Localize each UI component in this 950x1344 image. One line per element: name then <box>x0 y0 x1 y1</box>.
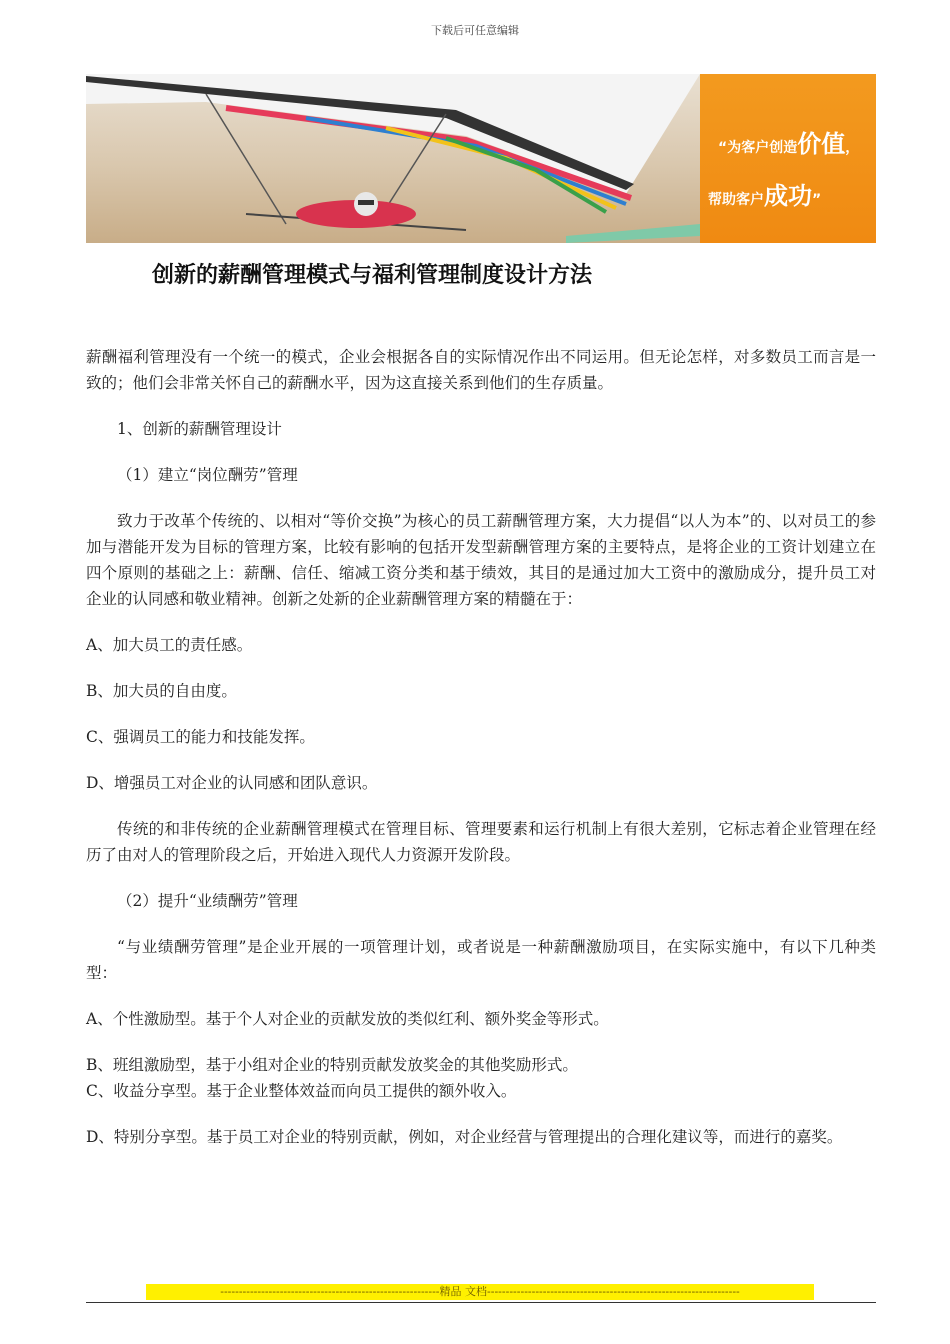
list-item-b2: B、班组激励型，基于小组对企业的特别贡献发放奖金的其他奖励形式。 <box>86 1056 578 1074</box>
subsection-heading-1: （1）建立“岗位酬劳”管理 <box>117 466 298 484</box>
slogan-line-1 <box>718 124 859 159</box>
slogan-line-2 <box>708 176 821 211</box>
list-item-a2: A、个性激励型。基于个人对企业的贡献发放的类似红利、额外奖金等形式。 <box>86 1010 609 1028</box>
list-item-c1: C、强调员工的能力和技能发挥。 <box>86 728 315 746</box>
list-item-c2: C、收益分享型。基于企业整体效益而向员工提供的额外收入。 <box>86 1082 517 1100</box>
banner-slogan <box>700 74 876 243</box>
banner <box>86 74 876 243</box>
header-note: 下载后可任意编辑 <box>431 24 519 37</box>
slogan-line-1-pre: “为客户创造 <box>718 140 798 156</box>
document-body <box>86 344 876 1150</box>
list-item-d2: D、特别分享型。基于员工对企业的特别贡献，例如，对企业经营与管理提出的合理化建议等，而进行的嘉奖。 <box>86 1128 843 1146</box>
subsection-heading-2: （2）提升“业绩酬劳”管理 <box>117 892 298 910</box>
paragraph-3: “与业绩酬劳管理”是企业开展的一项管理计划，或者说是一种薪酬激励项目，在实际实施中，有以下几种类型： <box>86 938 876 982</box>
list-item-a1: A、加大员工的责任感。 <box>86 636 253 654</box>
footer-banner: -----------------------------------------------------------精品 文档-------------------------------------------------------------------- <box>146 1284 814 1300</box>
footer-divider <box>86 1302 876 1303</box>
section-heading-1: 1、创新的薪酬管理设计 <box>117 420 282 438</box>
slogan-line-2-post: ” <box>812 192 822 208</box>
list-item-d1: D、增强员工对企业的认同感和团队意识。 <box>86 774 378 792</box>
hang-glider-photo <box>86 74 700 243</box>
slogan-line-2-pre: 帮助客户 <box>708 192 764 208</box>
paragraph-2: 传统的和非传统的企业薪酬管理模式在管理目标、管理要素和运行机制上有很大差别，它标志着企业管理在经历了由对人的管理阶段之后，开始进入现代人力资源开发阶段。 <box>86 820 876 864</box>
slogan-line-2-big: 成功 <box>764 182 812 210</box>
list-item-b1: B、加大员的自由度。 <box>86 682 237 700</box>
paragraph-1: 致力于改革个传统的、以相对“等价交换”为核心的员工薪酬管理方案，大力提倡“以人为本”的、以对员工的参加与潜能开发为目标的管理方案，比较有影响的包括开发型薪酬管理方案的主要特点，是将企业的工资计划建立在四个原则的基础之上：薪酬、信任、缩减工资分类和基于绩效，其目的是通过加大工资中的激励成分，提升员工对企业的认同感和敬业精神。创新之处新的企业薪酬管理方案的精髓在于： <box>86 512 876 608</box>
intro-paragraph: 薪酬福利管理没有一个统一的模式，企业会根据各自的实际情况作出不同运用。但无论怎样，对多数员工而言是一致的；他们会非常关怀自己的薪酬水平，因为这直接关系到他们的生存质量。 <box>86 348 876 392</box>
slogan-line-1-big: 价值 <box>797 130 846 158</box>
document-title: 创新的薪酬管理模式与福利管理制度设计方法 <box>152 263 593 288</box>
slogan-line-1-post: ， <box>845 140 860 156</box>
